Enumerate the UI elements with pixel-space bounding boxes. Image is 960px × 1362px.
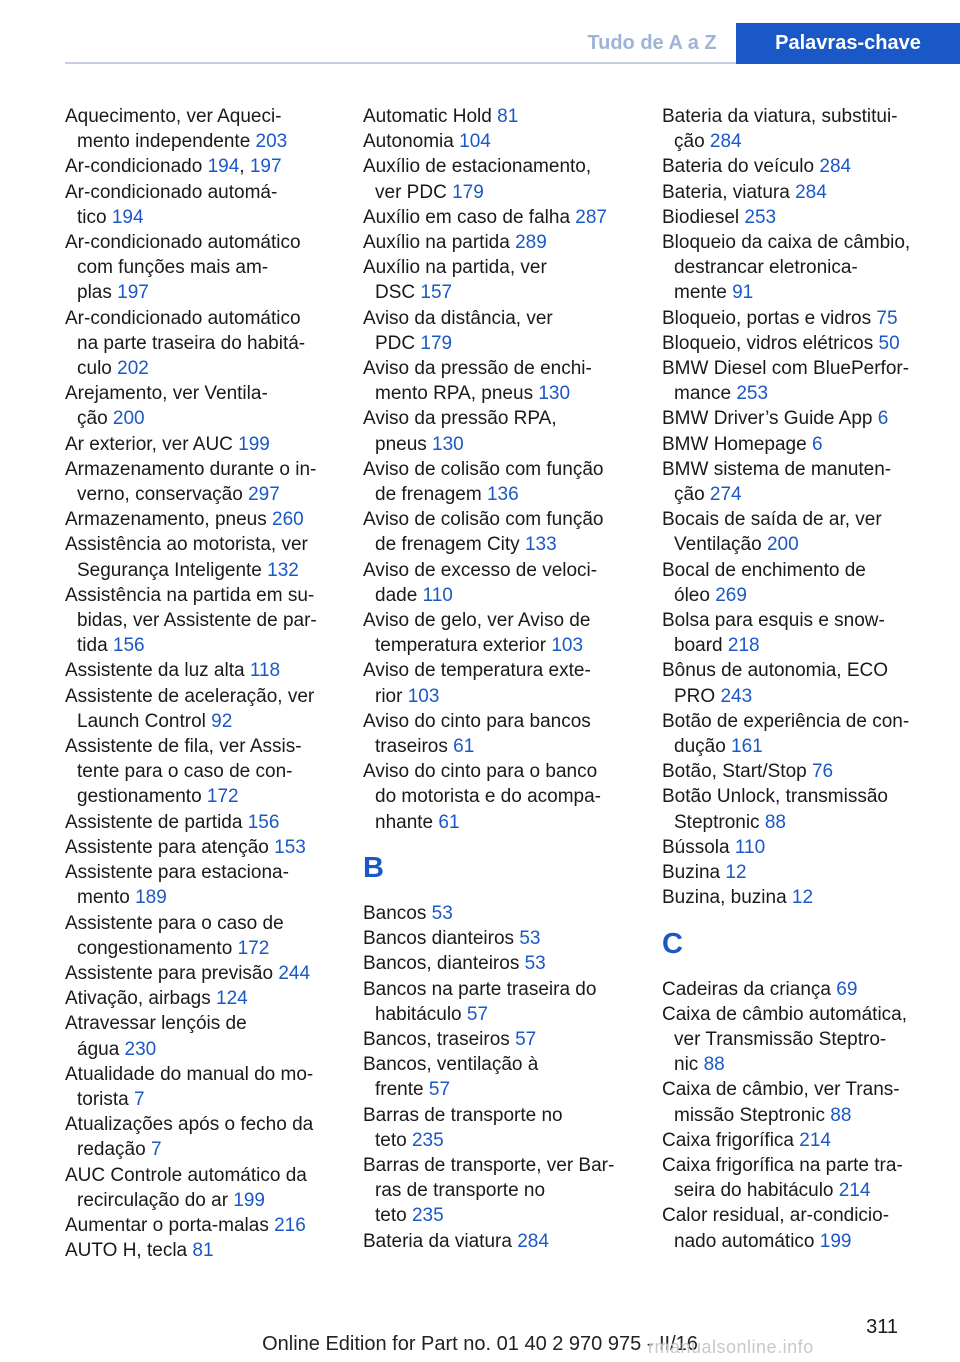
page-link[interactable]: 12 [791,887,814,909]
page-link[interactable]: 157 [420,282,453,304]
page-link[interactable]: 61 [453,736,475,758]
index-entry [662,558,954,608]
index-entry [662,457,954,507]
index-term: Atualidade do manual do mo‐ torista [65,1063,314,1110]
index-entry [363,1027,643,1052]
index-entry [363,658,643,708]
page-link[interactable]: 57 [466,1003,489,1025]
index-term: Armazenamento durante o in‐ verno, conservação [65,458,317,506]
index-term: Assistente de fila, ver Assis‐ tente para o caso de con‐ gestionamento [65,736,302,808]
index-term: AUTO H, tecla [65,1240,193,1262]
index-term: Ar exterior, ver AUC [65,433,239,455]
page-link[interactable]: 88 [830,1104,852,1126]
page-link[interactable]: 172 [206,786,239,808]
page-link[interactable]: 284 [795,181,827,203]
page-link[interactable]: 179 [420,332,453,354]
page-link[interactable]: 118 [249,660,281,682]
index-entry [65,532,345,582]
index-term: BMW sistema de manuten‐ ção [662,458,892,506]
index-entry [65,381,345,431]
index-term: Ar-condicionado automático com funções mais am‐ plas [65,232,301,304]
index-entry [662,1128,954,1153]
index-entry [662,432,954,457]
index-entry [662,205,954,230]
page-link[interactable]: 50 [878,332,900,354]
index-entry [662,1203,954,1253]
index-entry [65,1112,345,1162]
index-term: Automatic Hold [363,106,498,127]
index-entry [662,306,954,331]
index-term: Auxílio na partida [363,232,516,254]
page-link[interactable]: 6 [811,433,823,455]
page-link[interactable]: 203 [255,131,288,153]
page-link[interactable]: 81 [192,1240,214,1262]
index-entry [363,759,643,835]
index-term: Ar-condicionado automá‐ tico [65,181,278,228]
index-entry [363,901,643,926]
index-entry [363,1153,643,1229]
page-link[interactable]: 88 [703,1054,725,1076]
index-entry [662,977,954,1002]
index-letter-heading: C [662,927,683,960]
index-entry [662,507,954,557]
index-term: Arejamento, ver Ventila‐ ção [65,383,268,430]
index-entry [662,759,954,784]
index-term: Bancos [363,902,432,924]
index-entry [65,457,345,507]
page-link[interactable]: 194 [207,156,240,178]
page-link[interactable]: 91 [732,282,754,304]
index-entry [662,1153,954,1203]
page-link[interactable]: 269 [715,584,747,606]
index-entry [363,709,643,759]
index-entry [65,1238,345,1263]
page-link[interactable]: 161 [731,736,763,758]
page-link[interactable]: 284 [819,156,852,178]
index-term: Aviso de colisão com função de frenagem City [363,509,604,556]
page-link[interactable]: 199 [238,433,270,455]
index-entry [363,356,643,406]
index-column-3 [662,104,954,1254]
index-term: Assistente para atenção [65,836,275,858]
index-term: Bancos, traseiros [363,1028,516,1050]
index-term: Autonomia [363,131,460,153]
page-link[interactable]: 230 [124,1038,157,1060]
index-entry [65,154,345,179]
page-link[interactable]: 274 [709,484,742,506]
index-term: Cadeiras da criança [662,978,837,1000]
index-term: Assistente de aceleração, ver Launch Control [65,685,315,732]
index-term: Bancos, ventilação à frente [363,1054,539,1101]
index-entry [65,860,345,910]
page-link[interactable]: 244 [278,962,311,984]
index-term: Aviso da pressão de enchi‐ mento RPA, pneus [363,358,592,405]
index-term: Aumentar o porta-malas [65,1214,275,1236]
index-term: Bocais de saída de ar, ver Ventilação [662,509,882,556]
index-entry [662,709,954,759]
page-link[interactable]: 194 [111,206,144,228]
index-entry [363,1229,643,1254]
index-entry [65,810,345,835]
page-link[interactable]: 253 [744,206,777,228]
page-link[interactable]: 297 [248,484,280,506]
page-link[interactable]: 235 [411,1129,444,1151]
index-term: Auxílio de estacionamento, ver PDC [363,156,592,203]
index-term: Caixa frigorífica [662,1129,800,1151]
index-entry [662,784,954,834]
page-link[interactable]: 103 [407,685,440,707]
page-link[interactable]: 289 [515,232,547,254]
index-term: Aviso do cinto para bancos traseiros [363,710,591,758]
index-entry [65,104,345,154]
index-entry [363,154,643,204]
index-term: Assistência na partida em su‐ bidas, ver Assistente de par‐ tida [65,584,317,657]
page-link[interactable]: 110 [734,836,766,858]
index-entry [65,961,345,986]
page-link[interactable]: 130 [538,383,571,405]
index-entry [65,432,345,457]
page-link[interactable]: 197 [249,156,282,178]
index-term: Bloqueio da caixa de câmbio, destrancar eletronica‐ mente [662,232,911,304]
index-term: Auxílio na partida, ver DSC [363,257,547,304]
index-term: Calor residual, ar-condicio‐ nado automático [662,1205,890,1252]
page-link[interactable]: 202 [117,358,149,380]
index-entry [363,457,643,507]
index-entry [363,406,643,456]
page-number: 311 [866,1316,898,1338]
index-term: Assistência ao motorista, ver Segurança Inteligente [65,534,308,581]
page-link[interactable]: 214 [799,1129,831,1151]
index-entry [662,180,954,205]
index-entry [65,583,345,659]
index-term: Barras de transporte no teto [363,1104,563,1151]
index-entry [65,911,345,961]
page-link[interactable]: 172 [237,937,270,959]
index-term: BMW Diesel com BluePerfor‐ mance [662,358,910,405]
index-entry [662,1002,954,1078]
index-entry [363,558,643,608]
index-entry [363,230,643,255]
page-link[interactable]: 243 [720,685,753,707]
index-entry [65,734,345,810]
index-entry [65,658,345,683]
index-term: Bolsa para esquis e snow‐ board [662,610,885,657]
index-entry [363,926,643,951]
page-link[interactable]: 61 [438,811,460,833]
index-term: Buzina, buzina [662,887,792,909]
index-term: Assistente da luz alta [65,660,250,682]
page-link[interactable]: 103 [551,635,584,657]
index-entry [363,205,643,230]
index-entry [363,104,643,129]
page-link[interactable]: 189 [135,887,167,909]
page-link[interactable]: 287 [575,206,607,228]
index-term: Caixa de câmbio automática, ver Transmissão Steptro‐ nic [662,1003,908,1076]
page-link[interactable]: 53 [519,928,541,950]
index-entry [65,180,345,230]
tab-current[interactable]: Palavras-chave [736,23,960,64]
index-term: Bancos, dianteiros [363,953,525,975]
page-link[interactable]: 110 [422,584,453,606]
page-link[interactable]: 179 [452,181,484,203]
index-term: Caixa frigorífica na parte tra‐ seira do habitáculo [662,1154,903,1202]
index-term: Bônus de autonomia, ECO PRO [662,660,889,707]
index-entry [363,608,643,658]
index-term: Caixa de câmbio, ver Trans‐ missão Steptronic [662,1079,900,1126]
page-link[interactable]: 133 [524,534,557,556]
index-term: Aviso de colisão com função de frenagem [363,458,604,506]
index-term: Bateria da viatura [363,1230,518,1252]
index-term: Atravessar lençóis de água [65,1013,247,1060]
index-entry [363,507,643,557]
index-term: Aviso do cinto para o banco do motorista e do acompa‐ nhante [363,761,602,833]
index-term: Bloqueio, portas e vidros [662,307,877,329]
page-link[interactable]: 132 [267,559,299,581]
page-link[interactable]: 284 [709,131,742,153]
page-separator: , [239,156,250,178]
index-term: Bateria, viatura [662,181,796,203]
page-link[interactable]: 200 [112,408,145,430]
page-link[interactable]: 284 [517,1230,549,1252]
page-link[interactable]: 124 [216,988,248,1010]
index-term: Aquecimento, ver Aqueci‐ mento independente [65,106,282,153]
page-link[interactable]: 153 [274,836,306,858]
index-entry [662,154,954,179]
index-entry [662,658,954,708]
page-link[interactable]: 12 [725,862,747,884]
index-entry [662,1077,954,1127]
tab-section[interactable]: Tudo de A a Z [587,32,717,54]
page-link[interactable]: 104 [459,131,491,153]
page-link[interactable]: 260 [272,509,304,531]
index-entry [662,608,954,658]
index-term: Ar-condicionado [65,156,208,178]
page-link[interactable]: 130 [432,433,464,455]
page-link[interactable]: 253 [736,383,769,405]
index-term: Assistente de partida [65,811,248,833]
page-link[interactable]: 7 [134,1088,145,1110]
index-term: Aviso de temperatura exte‐ rior [363,660,591,707]
index-term: Bocal de enchimento de óleo [662,559,866,606]
index-entry [662,331,954,356]
index-term: Bateria da viatura, substitui‐ ção [662,106,898,153]
index-term: Armazenamento, pneus [65,509,273,531]
index-entry [65,986,345,1011]
index-entry [363,129,643,154]
index-term: Auxílio em caso de falha [363,206,576,228]
index-entry [662,406,954,431]
index-term: Atualizações após o fecho da redação [65,1114,314,1161]
index-term: Aviso da distância, ver PDC [363,307,553,354]
index-term: Bateria do veículo [662,156,820,178]
index-entry [65,835,345,860]
page-link[interactable]: 156 [112,635,145,657]
index-entry [65,1062,345,1112]
page-link[interactable]: 92 [211,710,233,732]
index-term: Ativação, airbags [65,988,217,1010]
page-link[interactable]: 200 [766,534,799,556]
page-link[interactable]: 214 [838,1180,871,1202]
index-letter-heading: B [363,851,384,884]
index-entry [363,1052,643,1102]
index-entry [65,1163,345,1213]
page-link[interactable]: 7 [150,1139,162,1161]
page-link[interactable]: 218 [727,635,760,657]
index-term: Assistente para previsão [65,962,279,984]
index-term: BMW Driver’s Guide App [662,408,878,430]
index-term: Bloqueio, vidros elétricos [662,332,879,354]
index-entry [662,885,954,910]
index-term: Botão, Start/Stop [662,761,812,783]
index-term: Buzina [662,862,726,884]
index-entry [363,977,643,1027]
index-term: Bússola [662,836,735,858]
page-link[interactable]: 88 [764,811,786,833]
page-link[interactable]: 53 [524,953,546,975]
page-link[interactable]: 199 [233,1189,265,1211]
index-entry [662,860,954,885]
index-entry [65,1011,345,1061]
index-entry [65,230,345,306]
page-link[interactable]: 75 [876,307,898,329]
page-link[interactable]: 81 [497,106,519,127]
index-entry [662,356,954,406]
index-entry [65,306,345,382]
index-term: Aviso de excesso de veloci‐ dade [363,559,598,606]
index-entry [363,306,643,356]
index-term: Barras de transporte, ver Bar‐ ras de transporte no teto [363,1154,615,1227]
index-column-1 [65,104,345,1263]
page-link[interactable]: 199 [819,1230,852,1252]
page-link[interactable]: 76 [811,761,834,783]
page-link[interactable]: 69 [836,978,858,1000]
index-term: BMW Homepage [662,433,812,455]
index-term: Biodiesel [662,206,745,228]
index-term: Botão de experiência de con‐ dução [662,710,910,758]
index-column-2 [363,104,643,1254]
index-term: Bancos dianteiros [363,928,520,950]
page-link[interactable]: 6 [877,408,889,430]
index-term: Botão Unlock, transmissão Steptronic [662,786,888,833]
index-entry [65,507,345,532]
index-entry [65,1213,345,1238]
page-link[interactable]: 156 [247,811,280,833]
page-link[interactable]: 235 [411,1205,444,1227]
index-entry [662,104,954,154]
index-term: Assistente para estaciona‐ mento [65,862,289,909]
page-link[interactable]: 57 [515,1028,537,1050]
footer-edition-text: Online Edition for Part no. 01 40 2 970 975 - II/16 [262,1333,698,1355]
page-link[interactable]: 216 [274,1214,306,1236]
page-link[interactable]: 57 [428,1079,451,1101]
index-term: Bancos na parte traseira do habitáculo [363,978,597,1025]
index-entry [363,255,643,305]
index-entry [662,230,954,306]
page-link[interactable]: 197 [117,282,149,304]
index-term: Ar-condicionado automático na parte traseira do habitá‐ culo [65,307,306,380]
index-columns [0,104,960,1274]
index-entry [363,951,643,976]
index-term: Assistente para o caso de congestionamento [65,912,284,959]
index-entry [662,835,954,860]
index-term: Aviso de gelo, ver Aviso de temperatura exterior [363,610,591,657]
index-entry [65,684,345,734]
index-term: AUC Controle automático da recirculação do ar [65,1164,307,1211]
page-link[interactable]: 136 [486,484,519,506]
index-entry [363,1103,643,1153]
watermark: rmanualsonline.info [648,1337,814,1357]
page-link[interactable]: 53 [431,902,453,924]
index-term: Aviso da pressão RPA, pneus [363,408,557,455]
